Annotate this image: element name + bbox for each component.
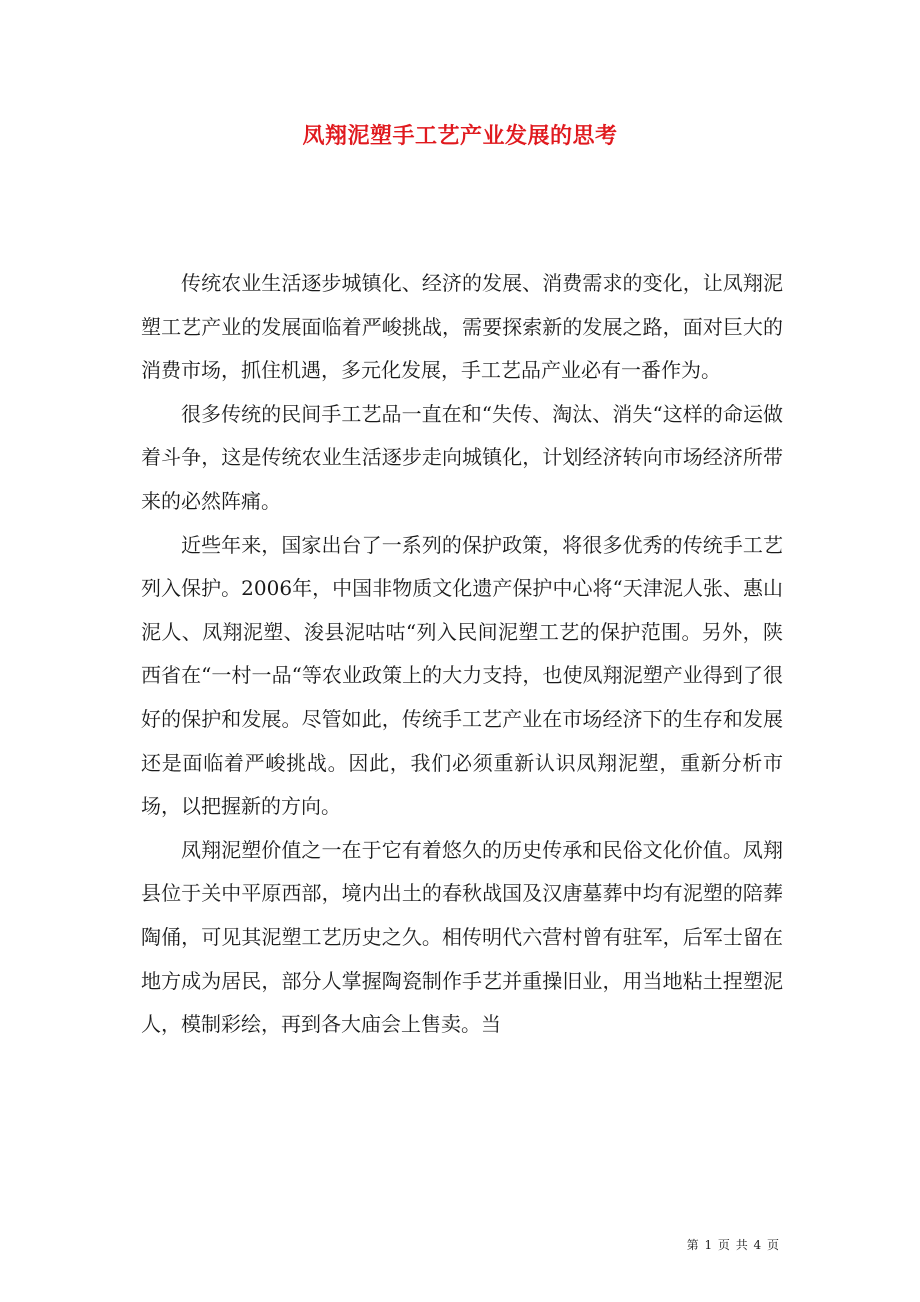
paragraph-1: 传统农业生活逐步城镇化、经济的发展、消费需求的变化，让凤翔泥塑工艺产业的发展面临着严峻挑战，需要探索新的发展之路，面对巨大的消费市场，抓住机遇，多元化发展，手工艺品产业必有一番作为。 <box>141 271 783 383</box>
page-number: 第 1 页 共 4 页 <box>686 1238 780 1252</box>
paragraph-4: 凤翔泥塑价值之一在于它有着悠久的历史传承和民俗文化价值。凤翔县位于关中平原西部，境内出土的春秋战国及汉唐墓葬中均有泥塑的陪葬陶俑，可见其泥塑工艺历史之久。相传明代六营村曾有驻军，后军士留在地方成为居民，部分人掌握陶瓷制作手艺并重操旧业，用当地粘土捏塑泥人，模制彩绘，再到各大庙会上售卖。当 <box>141 837 783 1037</box>
document-title: 凤翔泥塑手工艺产业发展的思考 <box>302 123 618 149</box>
document-body <box>141 262 783 1047</box>
paragraph-3: 近些年来，国家出台了一系列的保护政策，将很多优秀的传统手工艺列入保护。2006年，中国非物质文化遗产保护中心将“天津泥人张、惠山泥人、凤翔泥塑、浚县泥咕咕“列入民间泥塑工艺的保护范围。另外，陕西省在“一村一品“等农业政策上的大力支持，也使凤翔泥塑产业得到了很好的保护和发展。尽管如此，传统手工艺产业在市场经济下的生存和发展还是面临着严峻挑战。因此，我们必须重新认识凤翔泥塑，重新分析市场，以把握新的方向。 <box>141 532 783 819</box>
paragraph-2: 很多传统的民间手工艺品一直在和“失传、淘汰、消失“这样的命运做着斗争，这是传统农业生活逐步走向城镇化，计划经济转向市场经济所带来的必然阵痛。 <box>141 401 783 513</box>
